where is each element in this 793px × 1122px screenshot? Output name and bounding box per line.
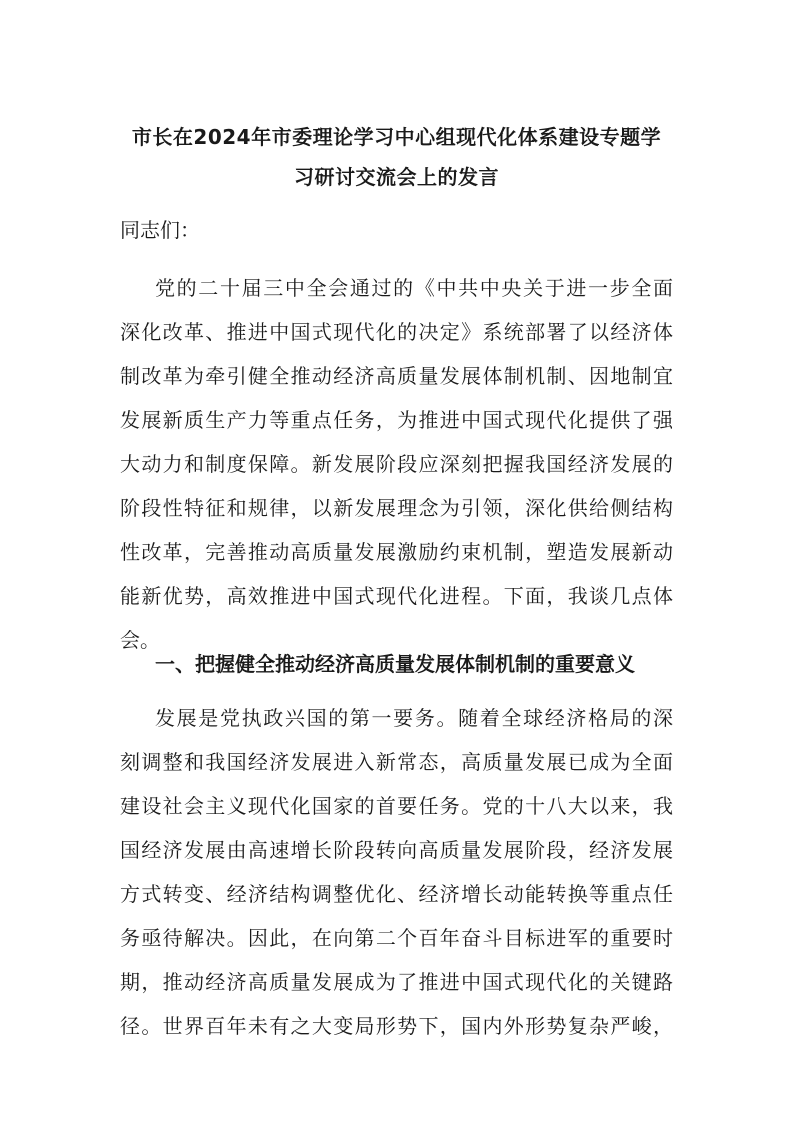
- document-title: [120, 117, 673, 197]
- section1-paragraph: [120, 696, 673, 1048]
- paragraph-line: 制改革为牵引健全推动经济高质量发展体制机制、因地制宜: [120, 364, 673, 388]
- paragraph-line: 发展是党执政兴国的第一要务。随着全球经济格局的深: [155, 706, 673, 730]
- title-line-2: 习研讨交流会上的发言: [294, 165, 499, 189]
- title-line-1: 市长在2024年市委理论学习中心组现代化体系建设专题学: [131, 125, 662, 149]
- paragraph-line: 期，推动经济高质量发展成为了推进中国式现代化的关键路: [120, 970, 673, 994]
- paragraph-line: 建设社会主义现代化国家的首要任务。党的十八大以来，我: [120, 794, 673, 818]
- paragraph-line: 发展新质生产力等重点任务，为推进中国式现代化提供了强: [120, 408, 673, 432]
- paragraph-line: 径。世界百年未有之大变局形势下，国内外形势复杂严峻，: [120, 1014, 673, 1038]
- greeting: 同志们：: [120, 218, 200, 242]
- paragraph-line: 深化改革、推进中国式现代化的决定》系统部署了以经济体: [120, 320, 673, 344]
- paragraph-line: 党的二十届三中全会通过的《中共中央关于进一步全面: [155, 276, 673, 300]
- paragraph-line: 务亟待解决。因此，在向第二个百年奋斗目标进军的重要时: [120, 926, 673, 950]
- intro-paragraph: [120, 266, 673, 662]
- paragraph-line: 能新优势，高效推进中国式现代化进程。下面，我谈几点体: [120, 584, 673, 608]
- paragraph-line: 刻调整和我国经济发展进入新常态，高质量发展已成为全面: [120, 750, 673, 774]
- paragraph-line: 会。: [120, 628, 160, 652]
- paragraph-line: 性改革，完善推动高质量发展激励约束机制，塑造发展新动: [120, 540, 673, 564]
- section-heading: 一、把握健全推动经济高质量发展体制机制的重要意义: [155, 652, 635, 676]
- paragraph-line: 大动力和制度保障。新发展阶段应深刻把握我国经济发展的: [120, 452, 673, 476]
- paragraph-line: 阶段性特征和规律，以新发展理念为引领，深化供给侧结构: [120, 496, 673, 520]
- paragraph-line: 方式转变、经济结构调整优化、经济增长动能转换等重点任: [120, 882, 673, 906]
- paragraph-line: 国经济发展由高速增长阶段转向高质量发展阶段，经济发展: [120, 838, 673, 862]
